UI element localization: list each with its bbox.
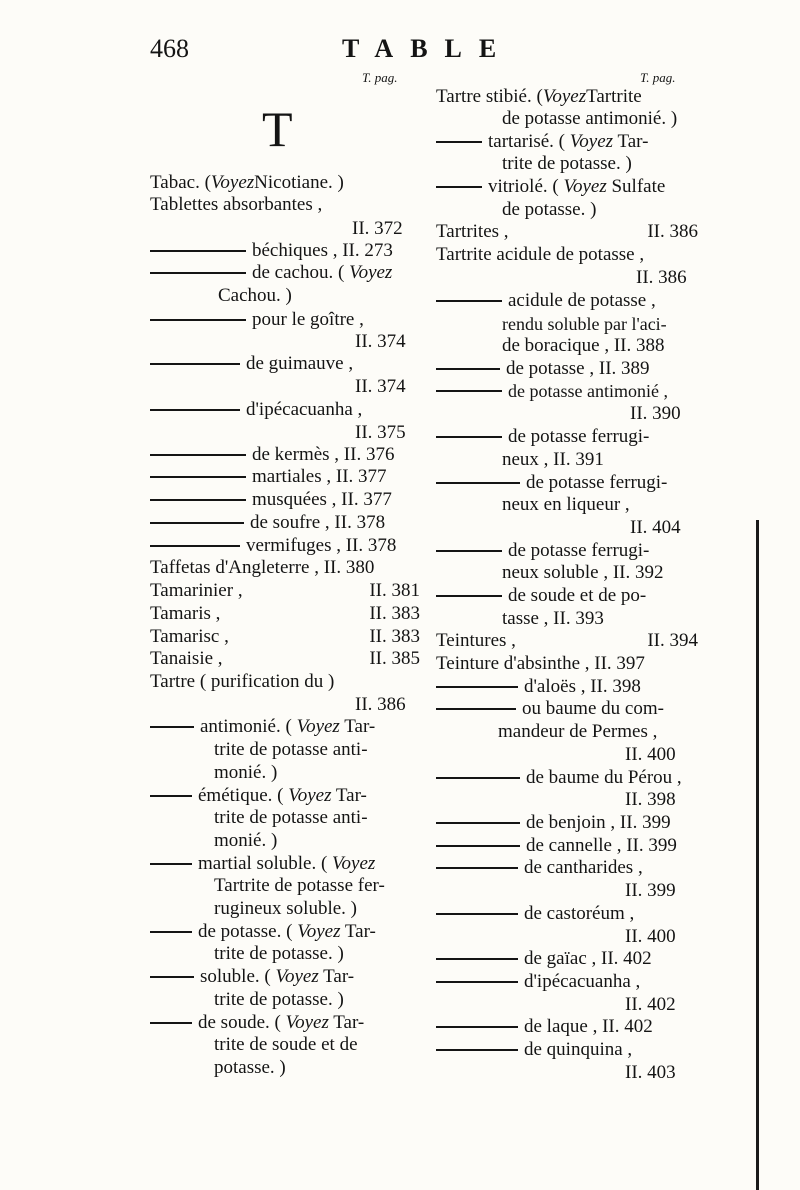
- index-entry: Tamarisc , II. 383: [150, 626, 420, 647]
- ditto-dash: [436, 867, 518, 869]
- ditto-dash: [436, 141, 482, 143]
- ditto-dash: [150, 795, 192, 797]
- index-entry-cont: neux , II. 391: [502, 449, 604, 470]
- ditto-dash: [150, 1022, 192, 1024]
- index-entry-cont: potasse. ): [214, 1057, 286, 1078]
- ditto-dash: [150, 319, 246, 321]
- sub-entry: de cachou. ( Voyez: [150, 262, 392, 284]
- sub-entry: de potasse antimonié ,: [436, 380, 668, 402]
- page-number: 468: [150, 34, 189, 63]
- index-entry-cont: rugineux soluble. ): [214, 898, 358, 919]
- ditto-dash: [436, 300, 502, 302]
- sub-entry: musquées , II. 377: [150, 489, 392, 511]
- ditto-dash: [436, 436, 502, 438]
- index-entry-cont: de boracique , II. 388: [502, 335, 665, 356]
- ditto-dash: [436, 822, 520, 824]
- page-ref: II. 400: [625, 926, 676, 947]
- ditto-dash: [150, 272, 246, 274]
- sub-entry: acidule de potasse ,: [436, 290, 656, 312]
- sub-entry: de potasse , II. 389: [436, 358, 650, 380]
- sub-entry: tartarisé. ( Voyez Tar-: [436, 131, 648, 153]
- ditto-dash: [150, 726, 194, 728]
- page-ref: II. 400: [625, 744, 676, 765]
- page-ref: II. 374: [355, 376, 406, 397]
- page-ref: II. 375: [355, 422, 406, 443]
- sub-entry: de gaïac , II. 402: [436, 948, 652, 970]
- index-entry-cont: Cachou. ): [218, 285, 292, 306]
- sub-entry: de cantharides ,: [436, 857, 643, 879]
- ditto-dash: [436, 390, 502, 392]
- page-ref: II. 374: [355, 331, 406, 352]
- index-entry-cont: tasse , II. 393: [502, 608, 604, 629]
- sub-entry: de kermès , II. 376: [150, 444, 394, 466]
- ditto-dash: [436, 958, 518, 960]
- ditto-dash: [436, 686, 518, 688]
- index-entry: Tamaris , II. 383: [150, 603, 420, 624]
- sub-entry: émétique. ( Voyez Tar-: [150, 785, 367, 807]
- sub-entry: de benjoin , II. 399: [436, 812, 671, 834]
- sub-entry: de baume du Pérou ,: [436, 767, 682, 789]
- ditto-dash: [436, 482, 520, 484]
- ditto-dash: [436, 913, 518, 915]
- index-entry: Taffetas d'Angleterre , II. 380: [150, 557, 375, 578]
- index-entry: Tartrite acidule de potasse ,: [436, 244, 645, 265]
- ditto-dash: [436, 1026, 518, 1028]
- ditto-dash: [150, 363, 240, 365]
- page-ref: II. 404: [630, 517, 681, 538]
- ditto-dash: [436, 595, 502, 597]
- index-entry-cont: trite de potasse anti-: [214, 739, 368, 760]
- sub-entry: de castoréum ,: [436, 903, 634, 925]
- index-entry: Tanaisie , II. 385: [150, 648, 420, 669]
- index-entry-cont: de potasse. ): [502, 199, 597, 220]
- index-entry-cont: neux soluble , II. 392: [502, 562, 664, 583]
- ditto-dash: [150, 545, 240, 547]
- ditto-dash: [150, 499, 246, 501]
- sub-entry: antimonié. ( Voyez Tar-: [150, 716, 375, 738]
- sub-entry: de potasse ferrugi-: [436, 472, 667, 494]
- ditto-dash: [436, 845, 520, 847]
- sub-entry: ou baume du com-: [436, 698, 664, 720]
- column-header-left: T. pag.: [362, 70, 398, 85]
- sub-entry: de soude. ( Voyez Tar-: [150, 1012, 364, 1034]
- sub-entry: vermifuges , II. 378: [150, 535, 396, 557]
- sub-entry: d'ipécacuanha ,: [436, 971, 640, 993]
- sub-entry: de laque , II. 402: [436, 1016, 653, 1038]
- ditto-dash: [150, 976, 194, 978]
- index-entry: Teinture d'absinthe , II. 397: [436, 653, 645, 674]
- sub-entry: de quinquina ,: [436, 1039, 632, 1061]
- sub-entry: de potasse. ( Voyez Tar-: [150, 921, 376, 943]
- sub-entry: soluble. ( Voyez Tar-: [150, 966, 354, 988]
- index-entry: Tartrites , II. 386: [436, 221, 698, 242]
- section-letter: T: [262, 101, 293, 157]
- index-entry-cont: Tartrite de potasse fer-: [214, 875, 385, 896]
- sub-entry: de soude et de po-: [436, 585, 646, 607]
- ditto-dash: [150, 454, 246, 456]
- page-ref: II. 398: [625, 789, 676, 810]
- index-entry-cont: trite de potasse. ): [502, 153, 632, 174]
- page-ref: II. 403: [625, 1062, 676, 1083]
- index-entry: Tartre stibié. ( Voyez Tartrite: [436, 86, 642, 107]
- page-edge-rule: [756, 520, 759, 1190]
- sub-entry: béchiques , II. 273: [150, 240, 393, 262]
- ditto-dash: [150, 409, 240, 411]
- page-ref: II. 386: [355, 694, 406, 715]
- page-ref: II. 372: [352, 218, 403, 239]
- ditto-dash: [436, 777, 520, 779]
- sub-entry: de guimauve ,: [150, 353, 353, 375]
- index-entry-cont: neux en liqueur ,: [502, 494, 630, 515]
- index-entry-cont: trite de potasse anti-: [214, 807, 368, 828]
- ditto-dash: [150, 522, 244, 524]
- ditto-dash: [436, 368, 500, 370]
- index-entry-cont: monié. ): [214, 762, 278, 783]
- sub-entry: de cannelle , II. 399: [436, 835, 677, 857]
- page-ref: II. 390: [630, 403, 681, 424]
- sub-entry: vitriolé. ( Voyez Sulfate: [436, 176, 665, 198]
- page-ref: II. 399: [625, 880, 676, 901]
- ditto-dash: [436, 186, 482, 188]
- sub-entry: martial soluble. ( Voyez: [150, 853, 375, 875]
- index-entry-cont: mandeur de Permes ,: [498, 721, 658, 742]
- sub-entry: d'aloës , II. 398: [436, 676, 641, 698]
- index-entry: Tablettes absorbantes ,: [150, 194, 323, 215]
- sub-entry: de soufre , II. 378: [150, 512, 385, 534]
- index-entry-cont: trite de soude et de: [214, 1034, 358, 1055]
- index-entry-cont: rendu soluble par l'aci-: [502, 314, 667, 334]
- ditto-dash: [436, 1049, 518, 1051]
- sub-entry: pour le goître ,: [150, 309, 364, 331]
- ditto-dash: [150, 931, 192, 933]
- column-header-right: T. pag.: [640, 70, 676, 85]
- sub-entry: martiales , II. 377: [150, 466, 387, 488]
- sub-entry: de potasse ferrugi-: [436, 540, 649, 562]
- ditto-dash: [436, 708, 516, 710]
- ditto-dash: [150, 476, 246, 478]
- sub-entry: de potasse ferrugi-: [436, 426, 649, 448]
- index-entry-cont: de potasse antimonié. ): [502, 108, 678, 129]
- page-ref: II. 386: [636, 267, 687, 288]
- index-entry: Teintures , II. 394: [436, 630, 698, 651]
- sub-entry: d'ipécacuanha ,: [150, 399, 362, 421]
- index-entry: Tabac. ( Voyez Nicotiane. ): [150, 172, 344, 193]
- index-entry-cont: monié. ): [214, 830, 278, 851]
- ditto-dash: [436, 981, 518, 983]
- ditto-dash: [150, 863, 192, 865]
- page-ref: II. 402: [625, 994, 676, 1015]
- ditto-dash: [436, 550, 502, 552]
- index-entry-cont: trite de potasse. ): [214, 943, 344, 964]
- index-entry-cont: trite de potasse. ): [214, 989, 344, 1010]
- index-entry: Tartre ( purification du ): [150, 671, 335, 692]
- page-title: TABLE: [342, 34, 514, 63]
- index-entry: Tamarinier , II. 381: [150, 580, 420, 601]
- ditto-dash: [150, 250, 246, 252]
